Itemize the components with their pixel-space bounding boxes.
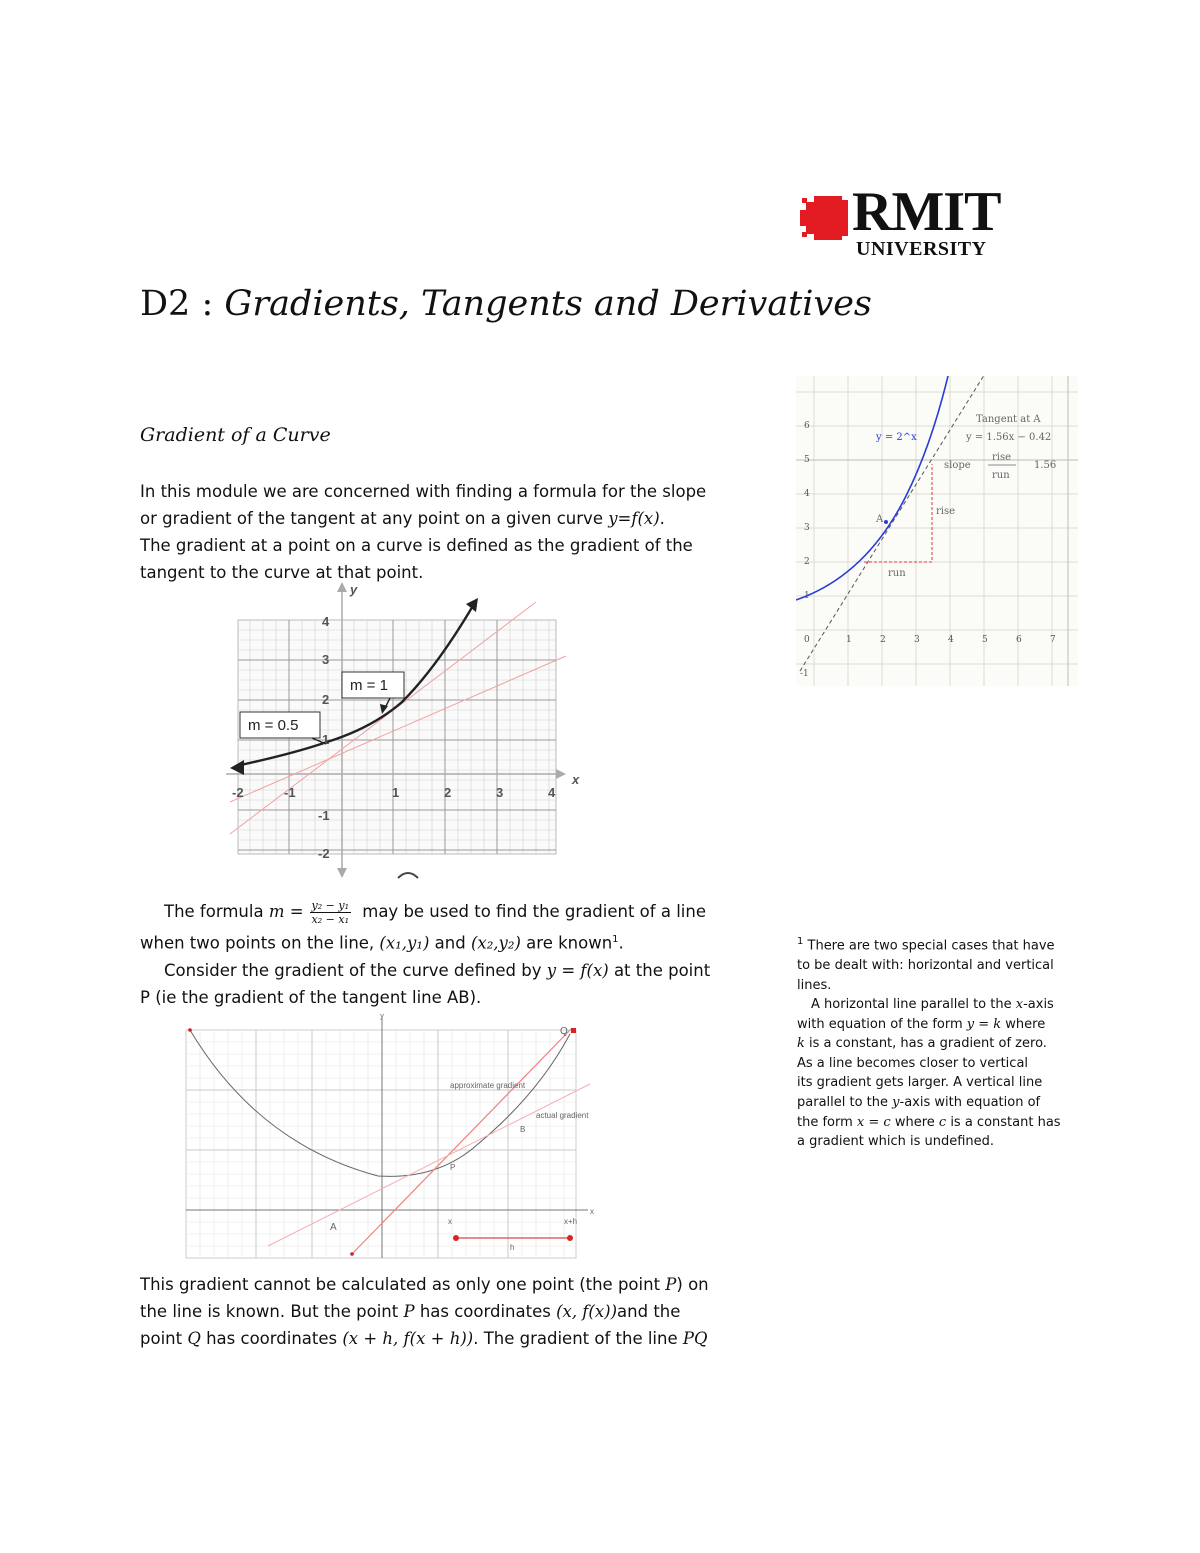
y-tick-label: 1 — [804, 591, 810, 601]
footnote-marker: 1 — [612, 934, 619, 945]
rmit-pixel-mark-icon — [800, 196, 850, 240]
y-tick-label: 3 — [322, 652, 330, 667]
approx-gradient-label: approximate gradient — [450, 1081, 526, 1090]
intro-line: In this module we are concerned with finding a formula for the slope — [140, 482, 707, 501]
tangent-title: Tangent at A — [976, 414, 1041, 425]
section-heading: Gradient of a Curve — [140, 424, 331, 446]
point-one: (x₁,y₁) — [379, 933, 430, 953]
footnote-line: A horizontal line parallel to the x-axis — [811, 997, 1054, 1013]
title-code: D2 : — [140, 284, 225, 324]
closing-paragraph — [140, 1271, 760, 1352]
x-tick-label: 2 — [880, 635, 886, 645]
y-axis-label: y — [350, 582, 358, 597]
point-q-marker — [571, 1028, 576, 1033]
x-tick-label: 0 — [804, 635, 810, 645]
x-tick-label: 2 — [444, 785, 452, 800]
point-a-label: A — [330, 1222, 337, 1233]
parabola-x-axis-label: x — [590, 1207, 594, 1216]
gradient-fraction — [310, 899, 351, 926]
y-tick-label: 4 — [804, 489, 810, 499]
sidenote — [797, 932, 1087, 1152]
footnote-line: $^1$ There are two special cases that have — [797, 936, 1055, 954]
rise-label: rise — [992, 452, 1012, 463]
footnote-line: with equation of the form y = k where — [797, 1016, 1046, 1032]
exponential-curve-figure — [222, 582, 592, 880]
intro-line: The gradient at a point on a curve is defined as the gradient of the — [140, 536, 693, 555]
xh-tick-label: x+h — [564, 1217, 578, 1226]
y-tick-label: 1 — [322, 732, 330, 747]
formula-paragraph — [140, 898, 760, 1011]
formula-line: The formula m = $\frac{\text{y₂ − y₁}}{\text{x₂ − x₁}}$ may be used to find the gradient of a line — [164, 899, 706, 926]
x-tick-label: 1 — [392, 785, 400, 800]
x-tick-label: 4 — [948, 635, 954, 645]
footnote-line: As a line becomes closer to vertical — [797, 1055, 1029, 1071]
tangent-graph-figure — [796, 376, 1078, 686]
curve-equation: y = f(x) — [546, 960, 609, 980]
intro-line: or gradient of the tangent at any point on a given curve y=f(x). — [140, 509, 665, 528]
label-m05: m = 0.5 — [248, 717, 299, 734]
footnote-line: parallel to the y-axis with equation of — [797, 1095, 1041, 1111]
neg-tick-label: -1 — [800, 669, 809, 679]
x-tick-label: -2 — [232, 785, 244, 800]
x-tick-label: 4 — [548, 785, 556, 800]
y-tick-label: -1 — [318, 808, 330, 823]
rmit-logo — [800, 181, 1010, 268]
slope-label: slope — [944, 460, 971, 471]
curve-label: y = 2^x — [876, 432, 917, 443]
logo-name: RMIT — [852, 181, 1001, 243]
parabola-y-axis-label: y — [380, 1014, 384, 1020]
run-label: run — [992, 470, 1010, 481]
intro-paragraph — [140, 478, 760, 586]
curve-equation: y=f(x) — [608, 509, 660, 528]
point-b-label: B — [520, 1125, 526, 1134]
y-tick-label: 3 — [804, 523, 810, 533]
tangent-equation: y = 1.56x − 0.42 — [966, 432, 1052, 443]
y-tick-label: 4 — [322, 614, 330, 629]
intro-line: tangent to the curve at that point. — [140, 563, 424, 582]
h-label: h — [510, 1243, 515, 1252]
footnote-line: k is a constant, has a gradient of zero. — [797, 1036, 1047, 1052]
y-tick-label: 2 — [804, 557, 810, 567]
fraction-numerator: y₂ − y₁ — [311, 899, 349, 912]
page-title — [140, 284, 872, 324]
label-m1: m = 1 — [350, 677, 388, 694]
y-tick-label: -2 — [318, 846, 330, 861]
y-tick-label: 5 — [804, 455, 810, 465]
rise-side-label: rise — [936, 506, 956, 517]
x-tick-label: 1 — [846, 635, 852, 645]
m-equals: m = — [268, 902, 304, 921]
y-tick-label: 2 — [322, 692, 330, 707]
footnote-line: the form x = c where c is a constant has — [797, 1114, 1061, 1130]
closing-line: This gradient cannot be calculated as only one point (the point P) on — [140, 1275, 709, 1294]
x-tick-label: 5 — [982, 635, 988, 645]
formula-line: P (ie the gradient of the tangent line AB). — [140, 987, 482, 1007]
fraction-denominator: x₂ − x₁ — [311, 913, 349, 926]
x-tick-label: x — [448, 1217, 452, 1226]
footnote-line: lines. — [797, 977, 832, 993]
run-side-label: run — [888, 568, 906, 579]
footnote-line: to be dealt with: horizontal and vertical — [797, 957, 1054, 973]
point-p-coords: (x, f(x)) — [556, 1302, 618, 1321]
footnote-line: a gradient which is undefined. — [797, 1134, 995, 1150]
point-p-label: P — [450, 1163, 456, 1172]
x-tick-label: -1 — [284, 785, 296, 800]
x-tick-label: 6 — [1016, 635, 1022, 645]
closing-line: point Q has coordinates (x + h, f(x + h)). The gradient of the line PQ — [140, 1329, 708, 1348]
formula-line: when two points on the line, (x₁,y₁) and (x₂,y₂) are known$^1$. — [140, 933, 624, 953]
x-tick-label: 7 — [1050, 635, 1056, 645]
point-two: (x₂,y₂) — [470, 933, 521, 953]
parabola-secant-figure — [178, 1014, 598, 1262]
footnote-line: its gradient gets larger. A vertical line — [797, 1075, 1043, 1091]
y-tick-label: 6 — [804, 421, 810, 431]
formula-line: Consider the gradient of the curve defined by y = f(x) at the point — [164, 960, 711, 980]
point-a-marker — [884, 520, 888, 524]
x-tick-label: 3 — [914, 635, 920, 645]
x-axis-label: x — [572, 772, 580, 787]
title-text: Gradients, Tangents and Derivatives — [224, 284, 872, 324]
logo-subtitle: UNIVERSITY — [856, 238, 987, 260]
point-a-label: A — [876, 514, 884, 525]
actual-gradient-label: actual gradient — [536, 1111, 589, 1120]
point-q-coords: (x + h, f(x + h)) — [342, 1329, 474, 1348]
point-q-label: Q — [560, 1026, 568, 1037]
x-tick-label: 3 — [496, 785, 504, 800]
closing-line: the line is known. But the point P has coordinates (x, f(x))and the — [140, 1302, 681, 1321]
slope-value: 1.56 — [1034, 460, 1057, 471]
